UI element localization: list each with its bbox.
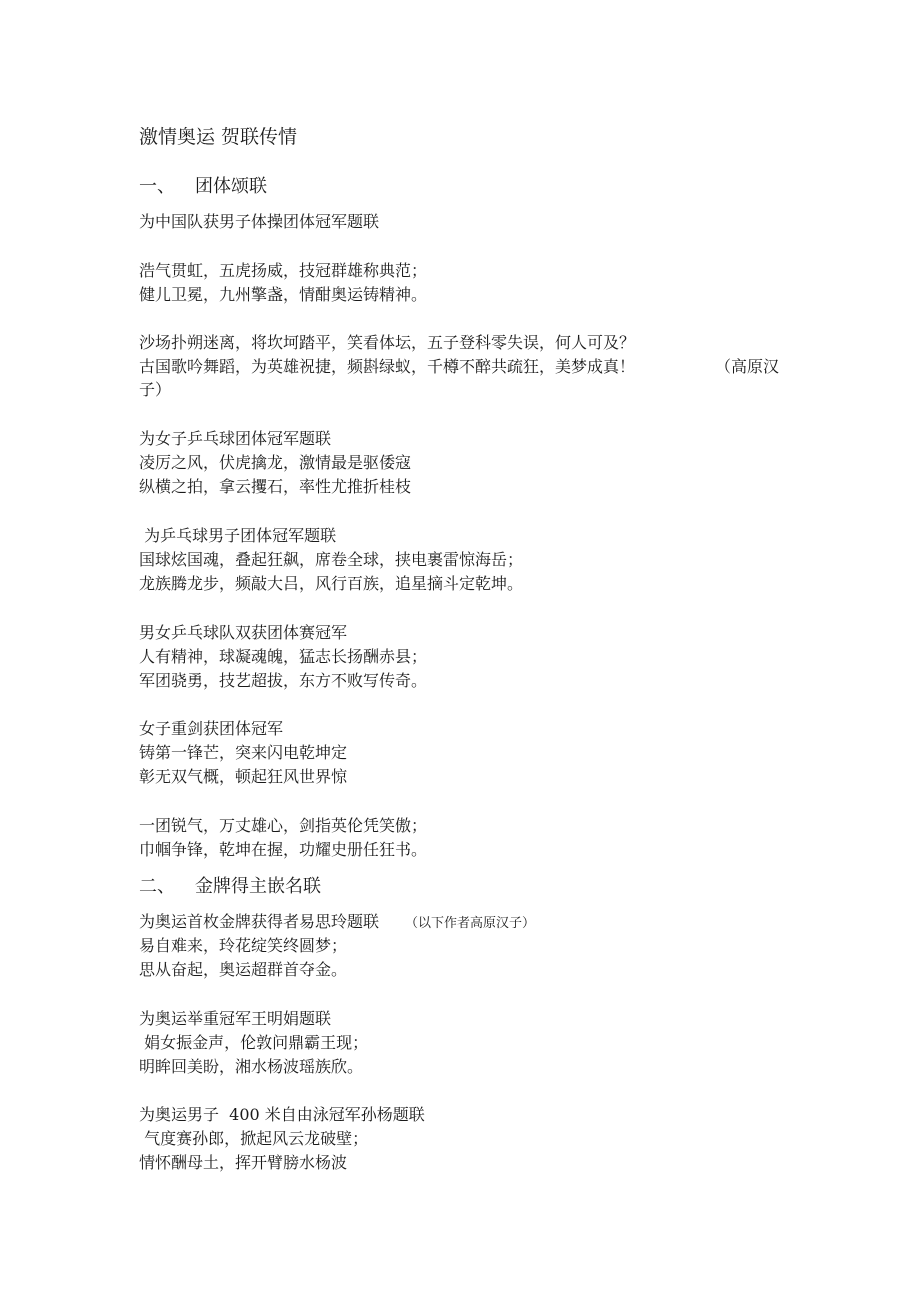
couplet-line: 情怀酬母土，挥开臂膀水杨波 [139, 1153, 348, 1172]
document-title: 激情奥运 贺联传情 [139, 126, 298, 148]
author-note: （以下作者高原汉子） [405, 916, 536, 931]
couplet-heading: 为奥运男子 400 米自由泳冠军孙杨题联 [139, 1105, 425, 1124]
couplet-heading: 为女子乒乓球团体冠军题联 [139, 429, 332, 448]
couplet-line: 彰无双气概，顿起狂风世界惊 [139, 767, 348, 786]
couplet-line: 人有精神，球凝魂魄，猛志长扬酬赤县； [139, 647, 428, 666]
couplet-line: 浩气贯虹，五虎扬威，技冠群雄称典范； [139, 261, 428, 280]
couplet-heading: 女子重剑获团体冠军 [139, 719, 284, 738]
author-credit: （高原汉 [715, 357, 780, 376]
section-number: 一、 [139, 176, 175, 197]
couplet-line: 铸第一锋芒，突来闪电乾坤定 [139, 743, 348, 762]
couplet-line: 气度赛孙郎，掀起风云龙破壁； [139, 1129, 369, 1148]
couplet-heading: 为奥运举重冠军王明娟题联 [139, 1009, 332, 1028]
couplet-line: 娟女振金声，伦敦问鼎霸王现； [139, 1033, 369, 1052]
couplet-line: 古国歌吟舞蹈，为英雄祝捷，频斟绿蚁，千樽不醉共疏狂，美梦成真！ [139, 357, 636, 376]
couplet-heading: 为乒乓球男子团体冠军题联 [139, 526, 337, 545]
couplet-line: 国球炫国魂，叠起狂飙，席卷全球，挟电裹雷惊海岳； [139, 550, 524, 569]
couplet-heading: 男女乒乓球队双获团体赛冠军 [139, 623, 348, 642]
couplet-line: 思从奋起，奥运超群首夺金。 [139, 960, 348, 979]
couplet-line: 健儿卫冕，九州擎盏，情酣奥运铸精神。 [139, 285, 428, 304]
couplet-line: 龙族腾龙步，频敲大吕，风行百族，追星摘斗定乾坤。 [139, 574, 524, 593]
couplet-heading [139, 911, 535, 935]
couplet-line: 巾帼争锋，乾坤在握，功耀史册任狂书。 [139, 840, 428, 859]
author-credit-continued: 子） [139, 380, 172, 399]
couplet-line: 沙场扑朔迷离，将坎坷踏平，笑看体坛，五子登科零失误，何人可及？ [139, 333, 636, 352]
couplet-heading: 为中国队获男子体操团体冠军题联 [139, 212, 380, 231]
section-heading-1 [139, 175, 267, 199]
section-label: 金牌得主嵌名联 [195, 876, 321, 897]
section-label: 团体颂联 [195, 176, 267, 197]
couplet-line: 纵横之拍，拿云攫石，率性尤推折桂枝 [139, 477, 412, 496]
section-number: 二、 [139, 876, 175, 897]
couplet-line: 一团锐气，万丈雄心，剑指英伦凭笑傲； [139, 816, 428, 835]
section-heading-2 [139, 875, 321, 899]
couplet-line: 易自难来，玲花绽笑终圆梦； [139, 936, 348, 955]
couplet-line: 军团骁勇，技艺超拔，东方不败写传奇。 [139, 671, 428, 690]
heading-text: 为奥运首枚金牌获得者易思玲题联 [139, 912, 380, 931]
couplet-line: 凌厉之风，伏虎擒龙，激情最是驱倭寇 [139, 453, 412, 472]
couplet-line: 明眸回美盼，湘水杨波瑶族欣。 [139, 1057, 364, 1076]
